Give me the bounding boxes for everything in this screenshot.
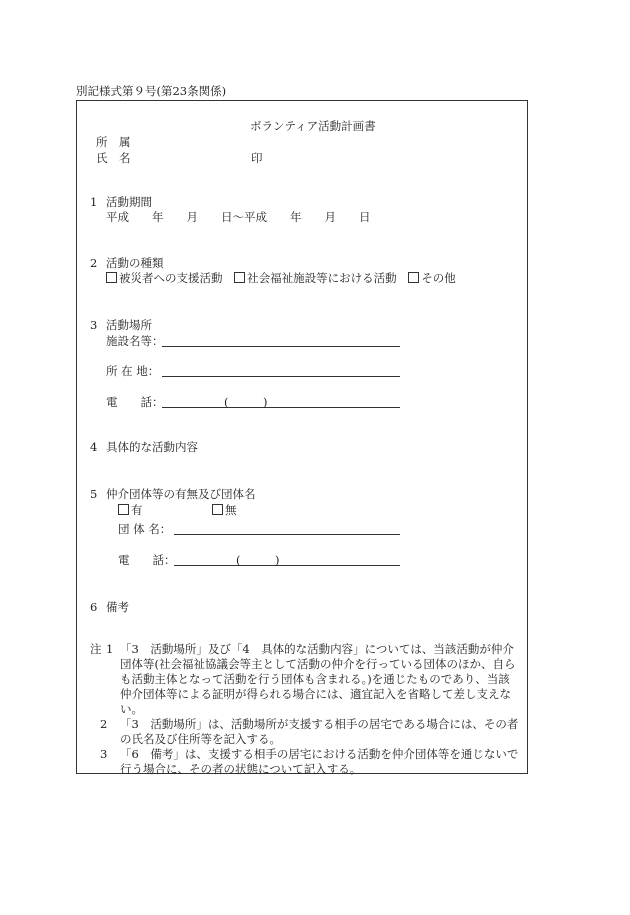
address-label: 所 在 地： <box>106 364 160 378</box>
org-name-label: 団 体 名： <box>118 522 172 536</box>
phone-label: 電 話： <box>106 395 164 409</box>
section-1-number: 1 <box>90 195 98 209</box>
phone-input[interactable] <box>162 407 400 408</box>
section-5-number: 5 <box>90 487 98 501</box>
seal-mark: 印 <box>251 151 263 165</box>
notes-prefix: 注 <box>90 642 102 656</box>
notes-block <box>90 642 520 777</box>
facility-name-input[interactable] <box>162 346 400 347</box>
section-4-number: 4 <box>90 440 98 454</box>
org-phone-input[interactable] <box>174 565 400 566</box>
option-no: 無 <box>225 503 237 517</box>
checkbox-disaster-support[interactable] <box>106 272 117 283</box>
section-2-number: 2 <box>90 256 98 270</box>
option-other: その他 <box>421 271 456 285</box>
org-name-input[interactable] <box>174 534 400 535</box>
section-1-heading: 活動期間 <box>106 195 152 209</box>
section-2-heading: 活動の種類 <box>106 256 164 270</box>
form-number: 別記様式第９号(第23条関係) <box>76 84 227 98</box>
affiliation-label: 所 属 <box>96 135 131 149</box>
checkbox-no[interactable] <box>212 504 223 515</box>
intermediary-no-option <box>212 503 237 517</box>
section-3-heading: 活動場所 <box>106 318 152 332</box>
section-3-number: 3 <box>90 318 98 332</box>
checkbox-other[interactable] <box>408 272 419 283</box>
note-1-number: 1 <box>106 642 114 656</box>
note-1-text: 「3 活動場所」及び「4 具体的な活動内容」については、当該活動が仲介団体等(社会福祉協議会等主として活動の仲介を行っている団体のほか、自らも活動主体となって活動を行う団体も含まれる。)を通じたものであり、当該仲介団体等による証明が得られる場合には、適宜記入を省略して差し支えない。 <box>120 642 516 716</box>
phone-area-code: ( ) <box>224 395 268 409</box>
org-phone-area-code: ( ) <box>236 553 280 567</box>
section-6-number: 6 <box>90 600 98 614</box>
note-3-text: 「6 備考」は、支援する相手の居宅における活動を仲介団体等を通じないで行う場合に、その者の状態について記入する。 <box>120 747 519 776</box>
note-2-number: 2 <box>100 717 108 731</box>
checkbox-welfare-facility[interactable] <box>234 272 245 283</box>
note-2-text: 「3 活動場所」は、活動場所が支援する相手の居宅である場合には、その者の氏名及び住所等を記入する。 <box>120 717 519 746</box>
option-welfare-facility: 社会福祉施設等における活動 <box>247 271 397 285</box>
intermediary-yes-option <box>118 503 143 517</box>
note-1 <box>90 642 520 717</box>
note-2 <box>96 717 520 747</box>
note-3 <box>96 747 520 777</box>
option-disaster-support: 被災者への支援活動 <box>119 271 223 285</box>
activity-period-field[interactable]: 平成 年 月 日～平成 年 月 日 <box>106 210 371 224</box>
form-title: ボランティア活動計画書 <box>250 119 376 133</box>
name-label: 氏 名 <box>96 151 131 165</box>
section-4-heading: 具体的な活動内容 <box>106 440 198 454</box>
option-yes: 有 <box>131 503 143 517</box>
address-input[interactable] <box>162 376 400 377</box>
checkbox-yes[interactable] <box>118 504 129 515</box>
org-phone-label: 電 話： <box>118 553 176 567</box>
section-5-heading: 仲介団体等の有無及び団体名 <box>106 487 256 501</box>
activity-type-options <box>106 271 456 285</box>
section-6-heading: 備考 <box>106 600 129 614</box>
note-3-number: 3 <box>100 747 108 761</box>
facility-name-label: 施設名等： <box>106 334 164 348</box>
